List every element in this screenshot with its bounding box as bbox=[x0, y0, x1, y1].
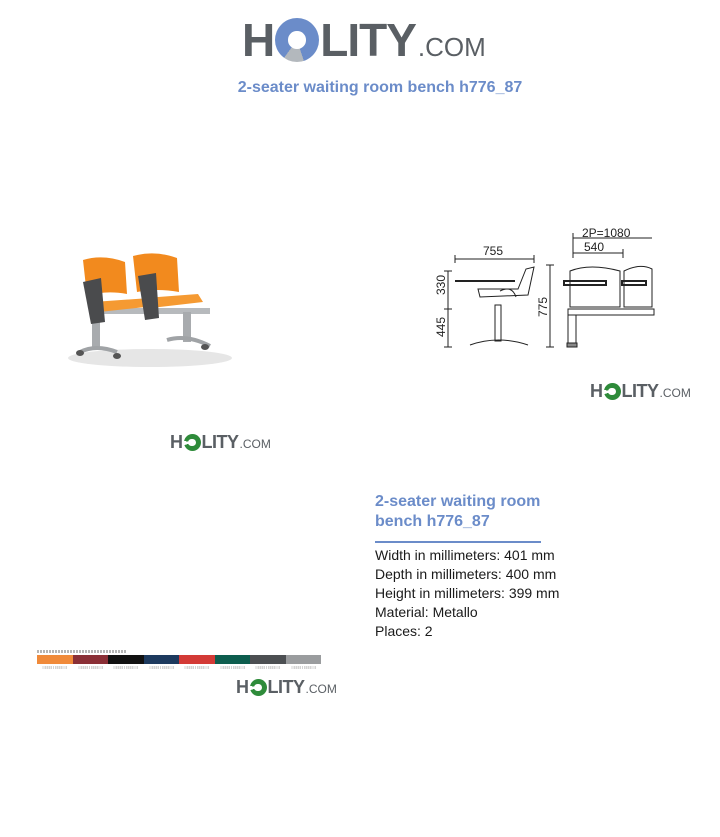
logo-letters-lity: LITY bbox=[621, 381, 659, 401]
color-swatch[interactable] bbox=[144, 655, 180, 664]
swatch-label bbox=[149, 666, 174, 669]
logo-letter-h: H bbox=[170, 432, 183, 452]
page-title: 2-seater waiting room bench h776_87 bbox=[237, 79, 523, 96]
swatch-caption bbox=[37, 650, 127, 653]
logo-letters-lity: LITY bbox=[267, 677, 305, 697]
swatch-label bbox=[220, 666, 245, 669]
dim-total-height: 775 bbox=[536, 296, 550, 317]
color-swatch[interactable] bbox=[286, 655, 322, 664]
dim-seat-width: 540 bbox=[584, 240, 605, 254]
color-swatch[interactable] bbox=[215, 655, 251, 664]
header-logo[interactable] bbox=[242, 12, 486, 67]
logo-suffix: .COM bbox=[305, 682, 337, 696]
color-swatch[interactable] bbox=[37, 655, 73, 664]
logo-letters-lity: LITY bbox=[320, 14, 416, 66]
swatch-label bbox=[42, 666, 67, 669]
dim-seat-height: 445 bbox=[434, 316, 448, 337]
spec-material: Material: Metallo bbox=[375, 604, 478, 620]
drawing-logo bbox=[590, 380, 691, 402]
swatch-label bbox=[291, 666, 316, 669]
color-swatch[interactable] bbox=[250, 655, 286, 664]
swatch-logo bbox=[236, 676, 337, 698]
swatch-label bbox=[113, 666, 138, 669]
swatch-label bbox=[184, 666, 209, 669]
spec-width: Width in millimeters: 401 mm bbox=[375, 547, 555, 563]
logo-o-mark-icon bbox=[275, 18, 319, 62]
logo-o-mark-icon bbox=[604, 383, 621, 400]
divider bbox=[375, 541, 541, 543]
product-photo bbox=[55, 240, 240, 380]
swatch-labels bbox=[37, 666, 321, 669]
color-swatch[interactable] bbox=[179, 655, 215, 664]
dim-depth: 755 bbox=[483, 244, 504, 258]
color-swatch[interactable] bbox=[73, 655, 109, 664]
technical-drawing bbox=[430, 225, 660, 355]
logo-letters-lity: LITY bbox=[201, 432, 239, 452]
logo-suffix: .COM bbox=[417, 32, 486, 62]
color-swatches bbox=[37, 655, 321, 664]
logo-letter-h: H bbox=[236, 677, 249, 697]
swatch-label bbox=[255, 666, 280, 669]
logo-suffix: .COM bbox=[239, 437, 271, 451]
dim-back-height: 330 bbox=[434, 274, 448, 295]
spec-height: Height in millimeters: 399 mm bbox=[375, 585, 560, 601]
logo-o-mark-icon bbox=[184, 434, 201, 451]
logo-letter-h: H bbox=[590, 381, 603, 401]
logo-letter-h: H bbox=[242, 14, 275, 66]
spec-places: Places: 2 bbox=[375, 623, 433, 639]
photo-logo bbox=[170, 431, 271, 453]
swatch-label bbox=[78, 666, 103, 669]
spec-depth: Depth in millimeters: 400 mm bbox=[375, 566, 557, 582]
product-name: 2-seater waiting room bench h776_87 bbox=[375, 493, 541, 530]
logo-o-mark-icon bbox=[250, 679, 267, 696]
logo-suffix: .COM bbox=[659, 386, 691, 400]
dim-width-total: 2P=1080 bbox=[582, 226, 631, 240]
color-swatch[interactable] bbox=[108, 655, 144, 664]
spec-list bbox=[375, 546, 559, 641]
